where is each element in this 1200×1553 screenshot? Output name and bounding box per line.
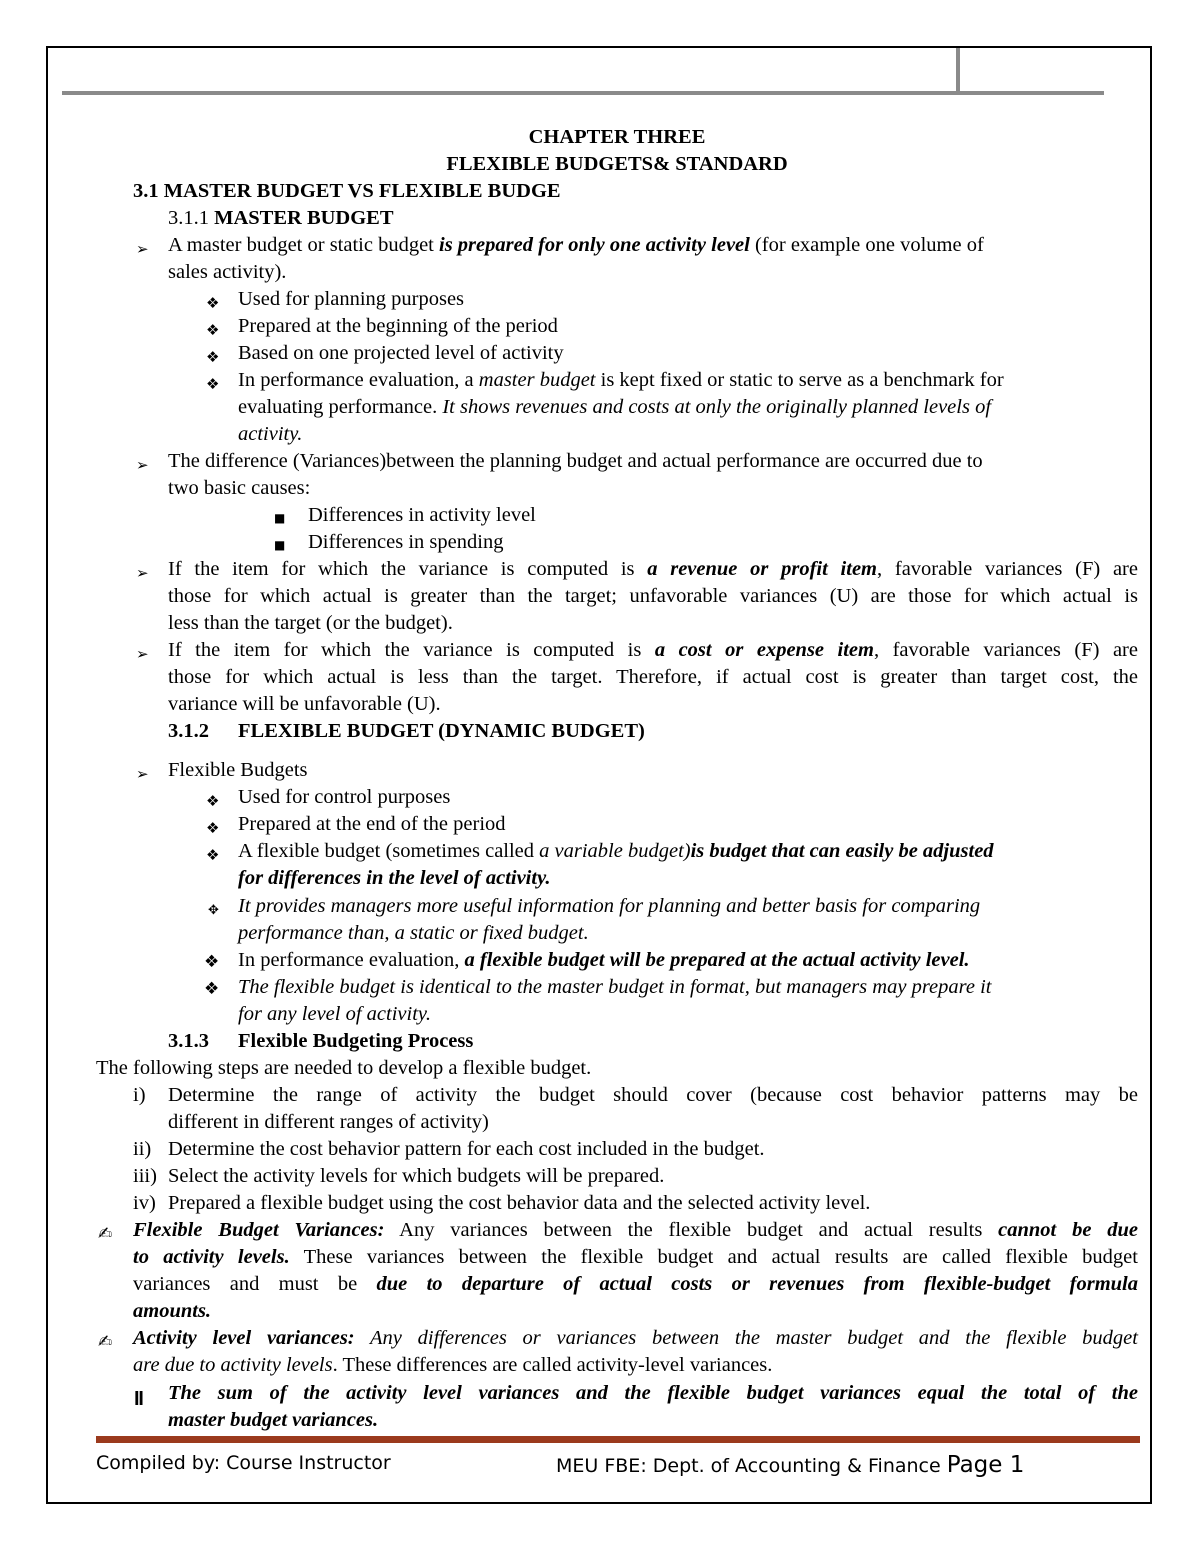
emphasis: are due to activity levels (133, 1354, 333, 1376)
text-run: . These differences are called activity-level variances. (332, 1354, 773, 1376)
emphasis: It shows revenues and costs at only the originally planned levels of (442, 396, 992, 418)
section-3-1-1-heading (168, 205, 394, 232)
revenue-variance-paragraph-cont: those for which actual is greater than the target; unfavorable variances (U) are those for which actual is (168, 585, 1138, 607)
footer-department (556, 1452, 1024, 1478)
list-item: Prepared at the end of the period (238, 813, 506, 835)
diamond-bullet-icon: ❖ (206, 294, 220, 312)
cost-variance-paragraph (168, 637, 1138, 664)
list-item: It provides managers more useful information for planning and better basis for comparing (238, 895, 981, 917)
section-number: 3.1.3 (168, 1030, 209, 1052)
section-3-1-heading: 3.1 MASTER BUDGET VS FLEXIBLE BUDGE (133, 180, 561, 202)
footer-dept-text: MEU FBE: Dept. of Accounting & Finance (556, 1455, 947, 1477)
emphasis: due to departure of actual costs or revenues from flexible-budget formula (376, 1273, 1138, 1295)
list-item (238, 367, 1004, 394)
section-number: 3.1.2 (168, 720, 209, 742)
diamond-bullet-icon: ❖ (206, 792, 220, 810)
emphasis: Activity level variances: (133, 1327, 355, 1349)
process-intro: The following steps are needed to develop a flexible budget. (96, 1057, 592, 1079)
emphasis: Any differences or variances between the master budget and the flexible budget (354, 1327, 1138, 1349)
footer-compiled-by: Compiled by: Course Instructor (96, 1452, 391, 1474)
text-run: These variances between the flexible budget and actual results are called flexible budget (289, 1246, 1138, 1268)
text-run: , favorable variances (F) are (877, 558, 1138, 580)
diamond-bullet-icon: ❖ (206, 375, 220, 393)
arrow-bullet-icon: ➢ (136, 765, 149, 783)
list-item: Based on one projected level of activity (238, 342, 564, 364)
chapter-subtitle: FLEXIBLE BUDGETS& STANDARD (446, 153, 788, 175)
diamond-bullet-icon: ❖ (204, 979, 220, 999)
cause-item: Differences in spending (308, 531, 504, 553)
header-rule (62, 91, 1104, 95)
writing-hand-icon: ✍ (98, 1332, 113, 1352)
text-run: In performance evaluation, a (238, 369, 479, 391)
cost-variance-paragraph-end: variance will be unfavorable (U). (168, 693, 441, 715)
footer-rule (96, 1436, 1140, 1443)
list-item: The flexible budget is identical to the master budget in format, but managers may prepare it (238, 976, 992, 998)
step-number: iv) (133, 1192, 156, 1214)
step-text: Select the activity levels for which budgets will be prepared. (168, 1165, 665, 1187)
diamond-bullet-icon: ❖ (206, 348, 220, 366)
section-number: 3.1.1 (168, 207, 215, 229)
revenue-variance-paragraph (168, 556, 1138, 583)
emphasis: master budget (478, 369, 596, 391)
text-run: variances and must be (133, 1273, 377, 1295)
fbv-paragraph-cont (133, 1271, 1138, 1298)
fbv-paragraph-end: amounts. (133, 1300, 212, 1322)
list-item (238, 947, 970, 974)
emphasis: a revenue or profit item (647, 558, 877, 580)
fbv-paragraph (133, 1217, 1138, 1244)
diamond-bullet-icon: ❖ (206, 846, 220, 864)
diamond-bullet-icon: ❖ (206, 819, 220, 837)
variance-causes-paragraph: The difference (Variances)between the planning budget and actual performance are occurred due to (168, 450, 983, 472)
section-3-1-2-heading: FLEXIBLE BUDGET (DYNAMIC BUDGET) (238, 720, 645, 742)
arrow-bullet-icon: ➢ (136, 240, 149, 258)
pointer-bullet-icon: ǁ (134, 1388, 144, 1406)
square-bullet-icon: ■ (274, 511, 286, 525)
list-item-cont: activity. (238, 423, 303, 445)
emphasis: is budget that can easily be adjusted (690, 840, 994, 862)
step-number: iii) (133, 1165, 157, 1187)
step-text: Prepared a flexible budget using the cost behavior data and the selected activity level. (168, 1192, 871, 1214)
diamond-bullet-icon: ❖ (204, 952, 220, 972)
chapter-title: CHAPTER THREE (528, 126, 706, 148)
emphasis: is prepared for only one activity level (439, 234, 750, 256)
list-item-cont (238, 394, 991, 421)
text-run: is kept fixed or static to serve as a benchmark for (595, 369, 1004, 391)
alv-paragraph (133, 1325, 1138, 1352)
emphasis: a cost or expense item (654, 639, 874, 661)
step-text: Determine the range of activity the budget should cover (because cost behavior patterns may be (168, 1084, 1138, 1106)
emphasis: Flexible Budget Variances: (133, 1219, 385, 1241)
text-run: A flexible budget (sometimes called (238, 840, 540, 862)
list-item: Prepared at the beginning of the period (238, 315, 558, 337)
writing-hand-icon: ✍ (98, 1224, 113, 1244)
diamond-outline-bullet-icon: ✥ (208, 903, 219, 918)
list-item (238, 838, 994, 865)
emphasis: a flexible budget will be prepared at the actual activity level. (464, 949, 970, 971)
emphasis: to activity levels. (133, 1246, 290, 1268)
list-item: Used for planning purposes (238, 288, 465, 310)
text-run: In performance evaluation, (238, 949, 465, 971)
square-bullet-icon: ■ (274, 538, 286, 552)
section-3-1-3-heading: Flexible Budgeting Process (238, 1030, 474, 1052)
revenue-variance-paragraph-end: less than the target (or the budget). (168, 612, 453, 634)
text-run: Any variances between the flexible budget and actual results (384, 1219, 999, 1241)
header-divider (956, 48, 960, 92)
cost-variance-paragraph-cont: those for which actual is less than the target. Therefore, if actual cost is greater than target cost, the (168, 666, 1138, 688)
variance-causes-paragraph-cont: two basic causes: (168, 477, 311, 499)
arrow-bullet-icon: ➢ (136, 564, 149, 582)
flexible-budgets-intro: Flexible Budgets (168, 759, 308, 781)
sum-statement-cont: master budget variances. (168, 1409, 379, 1431)
emphasis: a variable budget) (539, 840, 691, 862)
list-item-cont: performance than, a static or fixed budget. (238, 922, 589, 944)
text-run: , favorable variances (F) are (873, 639, 1138, 661)
step-number: ii) (133, 1138, 152, 1160)
master-budget-definition (168, 232, 984, 259)
text-run: evaluating performance. (238, 396, 443, 418)
master-budget-definition-cont: sales activity). (168, 261, 287, 283)
sum-statement: The sum of the activity level variances and the flexible budget variances equal the total of the (168, 1382, 1138, 1404)
text-run: If the item for which the variance is computed is (168, 558, 648, 580)
page-number: Page 1 (946, 1452, 1025, 1478)
text-run: (for example one volume of (749, 234, 984, 256)
alv-paragraph-cont (133, 1352, 772, 1379)
arrow-bullet-icon: ➢ (136, 456, 149, 474)
list-item: Used for control purposes (238, 786, 451, 808)
section-title: MASTER BUDGET (214, 207, 394, 229)
text-run: If the item for which the variance is computed is (168, 639, 655, 661)
text-run: A master budget or static budget (168, 234, 439, 256)
emphasis: cannot be due (998, 1219, 1138, 1241)
list-item-cont: for differences in the level of activity. (238, 867, 551, 889)
arrow-bullet-icon: ➢ (136, 645, 149, 663)
cause-item: Differences in activity level (308, 504, 536, 526)
fbv-paragraph-cont (133, 1244, 1138, 1271)
step-text: Determine the cost behavior pattern for each cost included in the budget. (168, 1138, 765, 1160)
step-text-cont: different in different ranges of activity) (168, 1111, 489, 1133)
list-item-cont: for any level of activity. (238, 1003, 431, 1025)
step-number: i) (133, 1084, 146, 1106)
diamond-bullet-icon: ❖ (206, 321, 220, 339)
